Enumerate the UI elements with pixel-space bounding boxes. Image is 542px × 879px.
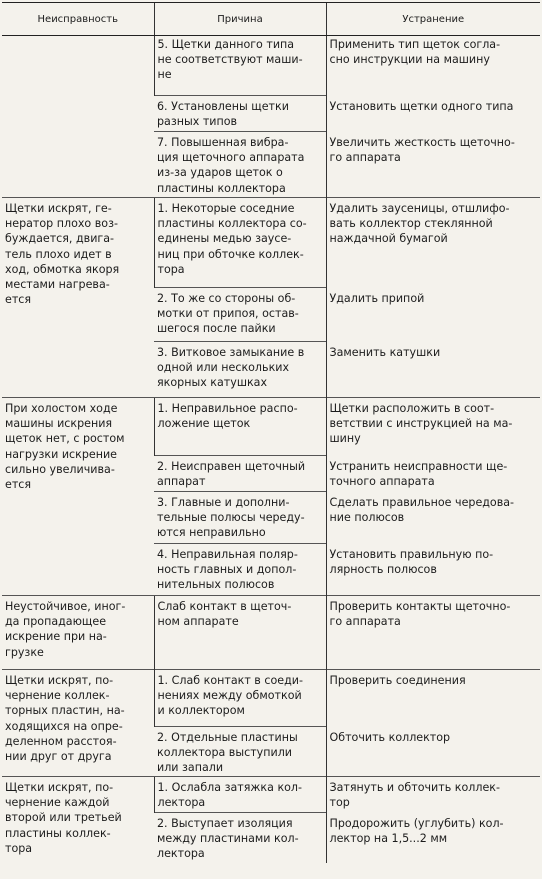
remedy-cell: Удалить заусеницы, отшлифо- вать коллектор стеклянной наждачной бумагой	[326, 198, 540, 288]
cause-cell: 1. Ослабла затяжка кол- лектора	[154, 777, 326, 813]
cause-cell: 2. То же со стороны об- мотки от припоя, остав- шегося после пайки	[154, 288, 326, 342]
header-cause: Причина	[154, 3, 326, 36]
table-row	[2, 670, 540, 727]
remedy-cell: Обточить коллектор	[326, 727, 540, 777]
table-row	[2, 777, 540, 813]
remedy-cell: Затянуть и обточить коллек- тор	[326, 777, 540, 813]
fault-cell: Неустойчивое, иног- да пропадающее искрение при на- грузке	[2, 596, 154, 670]
remedy-cell: Установить правильную по- лярность полюсов	[326, 544, 540, 596]
table-header-row	[2, 3, 540, 36]
cause-cell: 2. Выступает изоляция между пластинами кол- лектора	[154, 813, 326, 863]
cause-cell: 1. Некоторые соседние пластины коллектора со- единены медью заусе- ниц при обточке коллек- тора	[154, 198, 326, 288]
cause-cell: 3. Главные и дополни- тельные полюсы череду- ются неправильно	[154, 492, 326, 544]
cause-cell: 2. Отдельные пластины коллектора выступили или запали	[154, 727, 326, 777]
remedy-cell: Щетки расположить в соот- ветствии с инструкцией на ма- шину	[326, 398, 540, 456]
remedy-cell: Устранить неисправности ще- точного аппарата	[326, 456, 540, 492]
remedy-cell: Заменить катушки	[326, 342, 540, 398]
cause-cell: 7. Повышенная вибра- ция щеточного аппарата из-за ударов щеток о пластины коллектора	[154, 132, 326, 198]
cause-cell: 3. Витковое замыкание в одной или нескольких якорных катушках	[154, 342, 326, 398]
fault-cell: При холостом ходе машины искрения щеток нет, с ростом нагрузки искрение сильно увеличива- ется	[2, 398, 154, 596]
remedy-cell: Сделать правильное чередова- ние полюсов	[326, 492, 540, 544]
fault-cell: Щетки искрят, по- чернение каждой второй или третьей пластины коллек- тора	[2, 777, 154, 863]
cause-cell: 1. Слаб контакт в соеди- нениях между обмоткой и коллектором	[154, 670, 326, 727]
cause-cell: 1. Неправильное распо- ложение щеток	[154, 398, 326, 456]
cause-cell: 6. Установлены щетки разных типов	[154, 96, 326, 132]
cause-cell: 5. Щетки данного типа не соответствуют маши- не	[154, 36, 326, 96]
remedy-cell: Проверить контакты щеточно- го аппарата	[326, 596, 540, 670]
remedy-cell: Продорожить (углубить) кол- лектор на 1,5...2 мм	[326, 813, 540, 863]
fault-cell: Щетки искрят, по- чернение коллек- торных пластин, на- ходящихся на опре- деленном расстоя- нии друг от друга	[2, 670, 154, 777]
cause-cell: 2. Неисправен щеточный аппарат	[154, 456, 326, 492]
header-remedy: Устранение	[326, 3, 540, 36]
fault-cell	[2, 36, 154, 198]
table-row	[2, 198, 540, 288]
remedy-cell: Проверить соединения	[326, 670, 540, 727]
troubleshooting-table	[2, 2, 540, 863]
header-fault: Неисправность	[2, 3, 154, 36]
remedy-cell: Удалить припой	[326, 288, 540, 342]
table-row	[2, 596, 540, 670]
cause-cell: 4. Неправильная поляр- ность главных и допол- нительных полюсов	[154, 544, 326, 596]
remedy-cell: Увеличить жесткость щеточно- го аппарата	[326, 132, 540, 198]
fault-cell: Щетки искрят, ге- нератор плохо воз- буждается, двига- тель плохо идет в ход, обмотка якоря местами нагрева- ется	[2, 198, 154, 398]
table-row	[2, 36, 540, 96]
table-row	[2, 398, 540, 456]
cause-cell: Слаб контакт в щеточ- ном аппарате	[154, 596, 326, 670]
remedy-cell: Установить щетки одного типа	[326, 96, 540, 132]
remedy-cell: Применить тип щеток согла- сно инструкции на машину	[326, 36, 540, 96]
